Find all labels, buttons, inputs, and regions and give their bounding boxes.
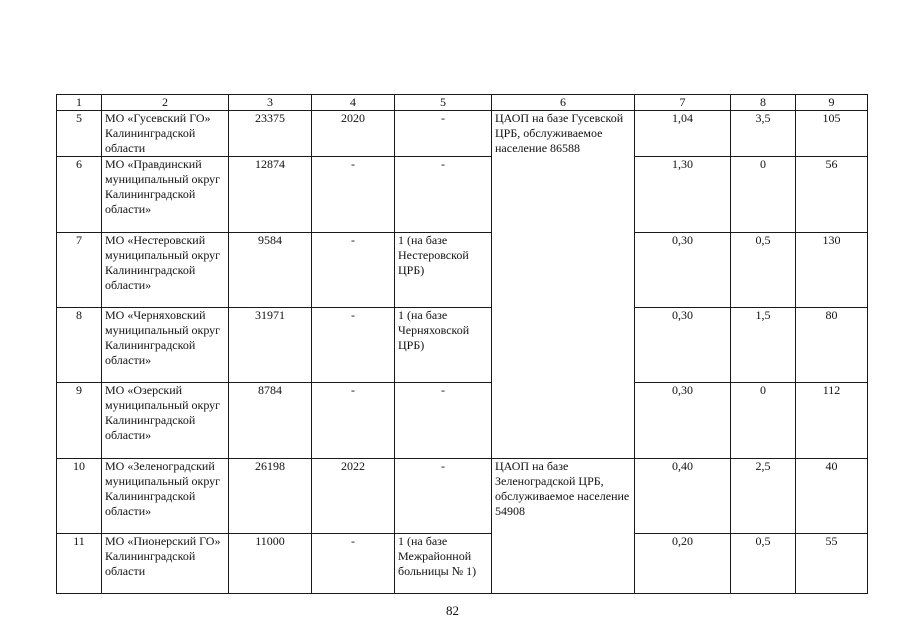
population-cell: 9584 [229, 233, 312, 308]
header-cell-7: 7 [635, 95, 731, 111]
year-cell: - [312, 383, 395, 459]
col8-cell: 0 [731, 157, 796, 233]
table-row [57, 233, 868, 308]
col7-cell: 0,30 [635, 383, 731, 459]
merged-center-cell: ЦАОП на базе Зеленоградской ЦРБ, обслуживаемое население 54908 [492, 459, 635, 594]
population-cell: 8784 [229, 383, 312, 459]
col8-cell: 3,5 [731, 111, 796, 157]
table-row [57, 308, 868, 383]
table-header-row [57, 95, 868, 111]
table-row [57, 157, 868, 233]
col8-cell: 0,5 [731, 534, 796, 594]
header-cell-1: 1 [57, 95, 102, 111]
col9-cell: 80 [796, 308, 868, 383]
row-number: 9 [57, 383, 102, 459]
population-cell: 26198 [229, 459, 312, 534]
header-cell-2: 2 [102, 95, 229, 111]
header-cell-6: 6 [492, 95, 635, 111]
col9-cell: 105 [796, 111, 868, 157]
municipality-name: МО «Зеленоградский муниципальный округ Калининградской области» [102, 459, 229, 534]
col7-cell: 0,30 [635, 233, 731, 308]
merged-center-cell: ЦАОП на базе Гусевской ЦРБ, обслуживаемое население 86588 [492, 111, 635, 459]
municipality-name: МО «Озерский муниципальный округ Калининградской области» [102, 383, 229, 459]
col5-cell: - [395, 157, 492, 233]
population-cell: 23375 [229, 111, 312, 157]
year-cell: - [312, 308, 395, 383]
col7-cell: 1,30 [635, 157, 731, 233]
col9-cell: 56 [796, 157, 868, 233]
col9-cell: 55 [796, 534, 868, 594]
table-row [57, 383, 868, 459]
col7-cell: 1,04 [635, 111, 731, 157]
col8-cell: 0 [731, 383, 796, 459]
header-cell-5: 5 [395, 95, 492, 111]
row-number: 7 [57, 233, 102, 308]
table-row [57, 459, 868, 534]
col5-cell: 1 (на базе Межрайонной больницы № 1) [395, 534, 492, 594]
municipality-name: МО «Нестеровский муниципальный округ Калининградской области» [102, 233, 229, 308]
population-cell: 11000 [229, 534, 312, 594]
col5-cell: - [395, 383, 492, 459]
header-cell-3: 3 [229, 95, 312, 111]
col5-cell: - [395, 459, 492, 534]
row-number: 6 [57, 157, 102, 233]
municipality-name: МО «Гусевский ГО» Калининградской области [102, 111, 229, 157]
population-cell: 12874 [229, 157, 312, 233]
year-cell: - [312, 157, 395, 233]
col9-cell: 112 [796, 383, 868, 459]
col9-cell: 40 [796, 459, 868, 534]
row-number: 10 [57, 459, 102, 534]
col8-cell: 2,5 [731, 459, 796, 534]
header-cell-9: 9 [796, 95, 868, 111]
col7-cell: 0,20 [635, 534, 731, 594]
municipality-name: МО «Правдинский муниципальный округ Калининградской области» [102, 157, 229, 233]
col7-cell: 0,30 [635, 308, 731, 383]
header-cell-8: 8 [731, 95, 796, 111]
municipality-name: МО «Черняховский муниципальный округ Калининградской области» [102, 308, 229, 383]
col8-cell: 1,5 [731, 308, 796, 383]
header-cell-4: 4 [312, 95, 395, 111]
municipality-name: МО «Пионерский ГО» Калининградской области [102, 534, 229, 594]
page-number: 82 [446, 603, 459, 618]
row-number: 11 [57, 534, 102, 594]
year-cell: - [312, 233, 395, 308]
table-row [57, 534, 868, 594]
table-row [57, 111, 868, 157]
col8-cell: 0,5 [731, 233, 796, 308]
col5-cell: 1 (на базе Нестеровской ЦРБ) [395, 233, 492, 308]
col7-cell: 0,40 [635, 459, 731, 534]
data-table [56, 94, 868, 594]
col9-cell: 130 [796, 233, 868, 308]
year-cell: 2020 [312, 111, 395, 157]
row-number: 8 [57, 308, 102, 383]
year-cell: - [312, 534, 395, 594]
col5-cell: 1 (на базе Черняховской ЦРБ) [395, 308, 492, 383]
col5-cell: - [395, 111, 492, 157]
year-cell: 2022 [312, 459, 395, 534]
row-number: 5 [57, 111, 102, 157]
population-cell: 31971 [229, 308, 312, 383]
